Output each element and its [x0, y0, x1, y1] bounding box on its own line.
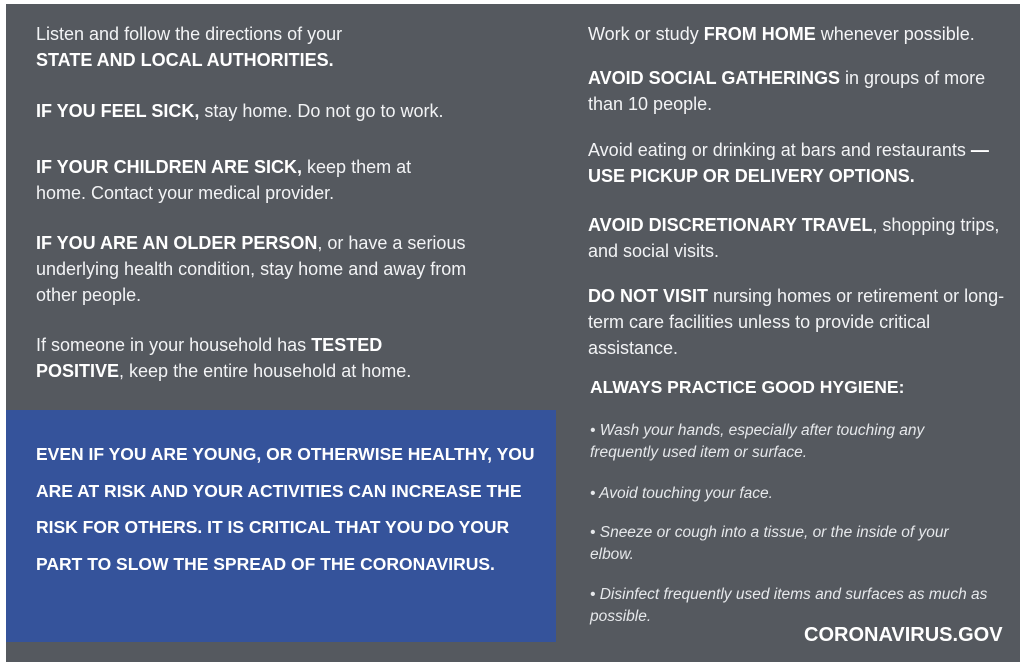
feel-sick-bold: IF YOU FEEL SICK, — [36, 101, 200, 121]
do-not-visit-text: nursing homes or retirement or long-term care facilities unless to provide critical assistance. — [588, 286, 1005, 358]
feel-sick-text: stay home. Do not go to work. — [199, 101, 444, 121]
authorities-paragraph — [36, 21, 516, 73]
social-gatherings-paragraph — [588, 65, 1008, 117]
hygiene-title: ALWAYS PRACTICE GOOD HYGIENE: — [590, 377, 905, 397]
tested-positive-text-after: , keep the entire household at home. — [119, 361, 412, 381]
older-person-bold: IF YOU ARE AN OLDER PERSON — [36, 233, 318, 253]
do-not-visit-paragraph — [588, 283, 1008, 361]
hygiene-bullet-disinfect: • Disinfect frequently used items and surfaces as much as possible. — [590, 586, 988, 625]
social-gatherings-text: in groups of more than 10 people. — [588, 68, 986, 114]
social-gatherings-bold: AVOID SOCIAL GATHERINGS — [588, 68, 841, 88]
feel-sick-paragraph — [36, 98, 516, 124]
older-person-paragraph — [36, 230, 476, 308]
tested-positive-text-before: If someone in your household has — [36, 335, 312, 355]
discretionary-travel-paragraph — [588, 212, 1008, 264]
website-label: CORONAVIRUS.GOV — [804, 624, 1003, 646]
hygiene-bullet-sneeze: • Sneeze or cough into a tissue, or the inside of your elbow. — [590, 524, 949, 563]
bars-restaurants-paragraph — [588, 137, 1008, 189]
callout-text: EVEN IF YOU ARE YOUNG, OR OTHERWISE HEALTHY, YOU ARE AT RISK AND YOUR ACTIVITIES CAN INCREASE THE RISK FOR OTHERS. IT IS CRITICAL THAT YOU DO YOUR PART TO SLOW THE SPREAD OF THE CORONAVIRUS. — [36, 444, 535, 574]
do-not-visit-bold: DO NOT VISIT — [588, 286, 709, 306]
bars-restaurants-text: Avoid eating or drinking at bars and restaurants — [588, 140, 971, 160]
discretionary-travel-text: , shopping trips, and social visits. — [588, 215, 1000, 261]
discretionary-travel-bold: AVOID DISCRETIONARY TRAVEL — [588, 215, 873, 235]
hygiene-bullet-face: • Avoid touching your face. — [590, 485, 773, 502]
older-person-text: , or have a serious underlying health condition, stay home and away from other people. — [36, 233, 467, 305]
flyer-card — [6, 4, 1020, 662]
children-sick-paragraph — [36, 154, 436, 206]
from-home-text-before: Work or study — [588, 24, 704, 44]
children-sick-text: keep them at home. Contact your medical provider. — [36, 157, 412, 203]
tested-positive-paragraph — [36, 332, 456, 384]
children-sick-bold: IF YOUR CHILDREN ARE SICK, — [36, 157, 303, 177]
authorities-text: Listen and follow the directions of your — [36, 24, 343, 44]
tested-positive-bold: TESTED POSITIVE — [36, 335, 383, 381]
authorities-bold: STATE AND LOCAL AUTHORITIES. — [36, 50, 334, 70]
from-home-paragraph — [588, 21, 1008, 47]
bars-restaurants-bold: — USE PICKUP OR DELIVERY OPTIONS. — [588, 140, 989, 186]
from-home-bold: FROM HOME — [703, 24, 816, 44]
hygiene-bullet-wash-hands: • Wash your hands, especially after touching any frequently used item or surface. — [590, 422, 925, 461]
from-home-text-after: whenever possible. — [815, 24, 975, 44]
